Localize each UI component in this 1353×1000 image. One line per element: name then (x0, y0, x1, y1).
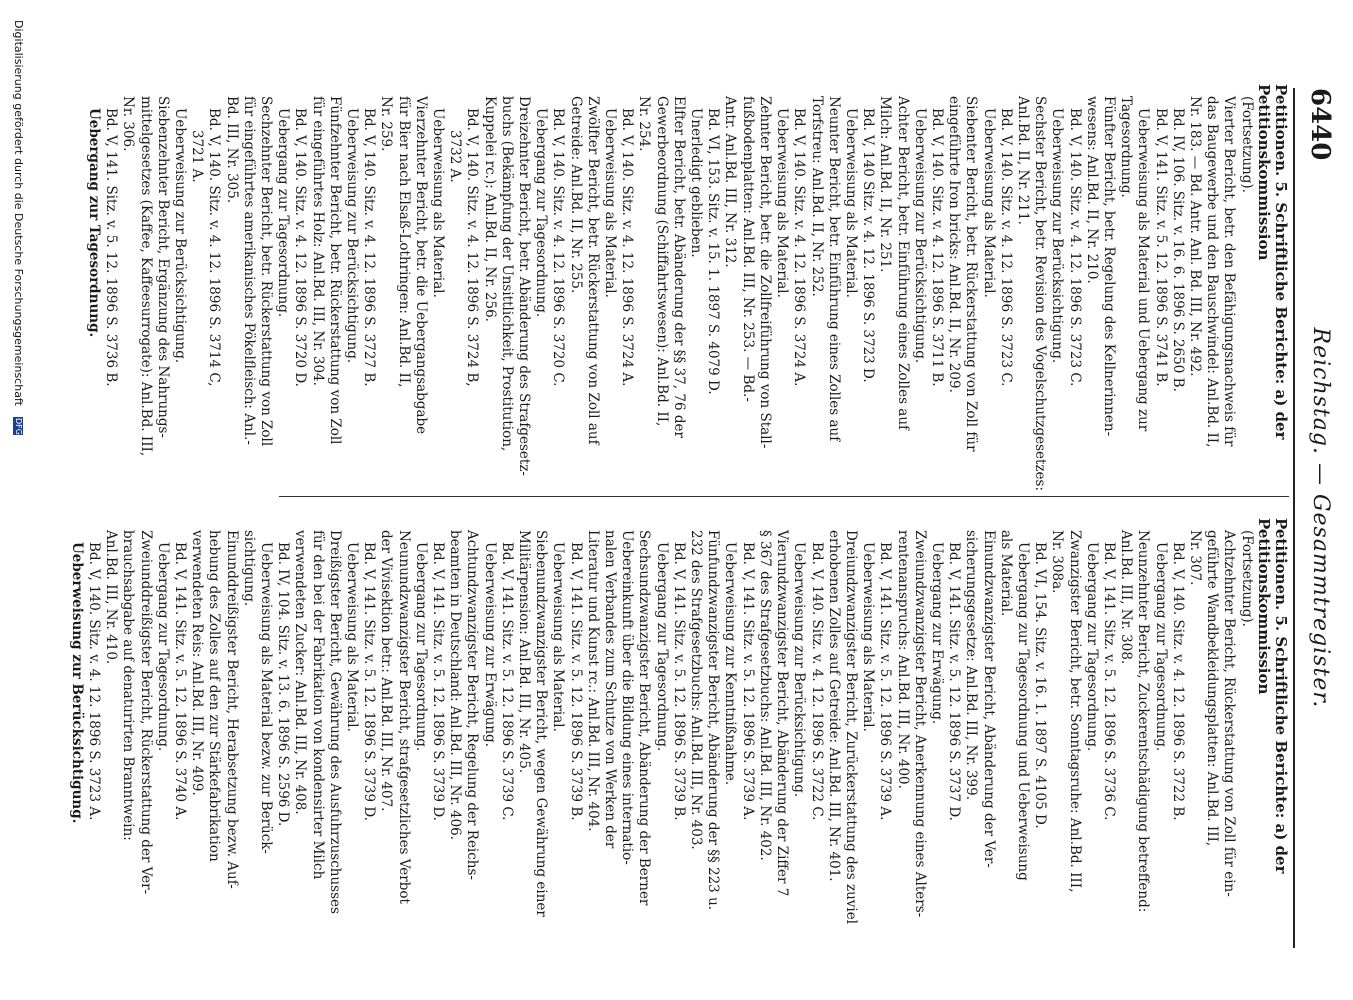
index-entry-line: 232 des Strafgesetzbuchs: Anl.Bd. III, Nr. 403. (688, 530, 705, 850)
index-entry-line: Sechster Bericht, betr. Revision des Vogelschutzgesetzes: (1032, 96, 1049, 491)
index-entry-line: Achtundzwanzigster Bericht, Regelung der Reichs- (464, 530, 481, 880)
index-entry-line: Bd. VI, 153. Sitz. v. 15. 1. 1897 S. 4079 D. (705, 108, 722, 395)
index-entry-line: Bd. V, 141. Sitz. v. 5. 12. 1896 S. 3736 C. (1100, 542, 1117, 821)
index-entry-line: Bd. V, 141. Sitz. v. 5. 12. 1896 S. 3739 A. (739, 542, 756, 821)
footer-text: Digitalisierung gefördert durch die Deutsche Forschungsgemeinschaft (12, 20, 25, 406)
index-entry-line: Ueberweisung zur Kenntnißnahme. (722, 542, 739, 786)
index-entry-line: Bd. V, 141. Sitz. v. 5. 12. 1896 S. 3739 D. (361, 542, 378, 821)
index-entry-line: für Bier nach Elsaß-Lothringen: Anl.Bd. II, (395, 96, 412, 388)
index-entry-line: rentenanspruchs: Anl.Bd. III, Nr. 400. (894, 530, 911, 789)
index-entry-line: Zweiundzwanzigster Bericht, Anerkennung eines Alters- (911, 530, 928, 918)
index-entry-line: Petitionen. 5. Schriftliche Berichte: a) der Petitionskommission (1254, 84, 1290, 440)
index-entry-line: Bd. V, 140. Sitz. v. 4. 12. 1896 S. 3720 D. (292, 108, 309, 387)
index-entry-line: Bd. V, 140. Sitz. v. 4. 12. 1896 S. 3714 C, (206, 108, 223, 387)
index-entry-line: Bd. V, 141. Sitz. v. 5. 12. 1896 S. 3736 B. (103, 108, 120, 387)
index-entry-line: beamten in Deutschland: Anl.Bd. III, Nr. 406. (447, 530, 464, 841)
column-right (68, 518, 1289, 928)
index-entry-line: Siebenzehnter Bericht, Ergänzung des Nahrungs- (154, 96, 171, 438)
index-entry-line: Militärpension: Anl.Bd. III, Nr. 405. (516, 530, 533, 774)
index-entry-line: Uebergang zur Tagesordnung. (275, 108, 292, 318)
index-entry-line: Torfstreu: Anl.Bd. II, Nr. 252. (808, 96, 825, 297)
index-entry-line: Bd. IV, 106. Sitz. v. 16. 6. 1896 S. 2650 B. (1169, 108, 1186, 392)
index-entry-line: Ueberweisung als Material. (344, 542, 361, 732)
index-entry-line: Nr. 308a. (1049, 530, 1066, 594)
index-entry-line: Ueberweisung zur Berücksichtigung. (344, 108, 361, 364)
index-entry-line: für eingeführtes Holz: Anl.Bd. III, Nr. 304. (309, 96, 326, 386)
index-entry-line: Bd. V, 140. Sitz. v. 4. 12. 1896 S. 3723 A. (85, 542, 102, 821)
index-entry-line: sichtigung. (240, 530, 257, 607)
index-entry-line: Ueberweisung als Material. (430, 108, 447, 298)
column-divider (279, 496, 1289, 497)
index-entry-line: Achter Bericht, betr. Einführung eines Zolles auf (894, 96, 911, 431)
index-entry-line: Nr. 259. (378, 96, 395, 152)
index-entry-line: Einundzwanzigster Bericht, Abänderung der Ver- (980, 530, 997, 868)
index-entry-line: Dreißigster Bericht, Gewährung des Ausfuhrzuschusses (326, 530, 343, 914)
index-entry-line: Bd. V, 141. Sitz. v. 5. 12. 1896 S. 3739 A. (877, 542, 894, 821)
index-entry-line: Zehnter Bericht, betr. die Zollfreiführung von Stall- (756, 96, 773, 449)
index-entry-line: als Material. (997, 530, 1014, 617)
index-entry-line: Fünfundzwanzigster Bericht, Abänderung der §§ 223 u. (705, 530, 722, 911)
index-entry-line: Zwanzigster Bericht, betr. Sonntagsruhe: Anl.Bd. III, (1066, 530, 1083, 893)
index-entry-line: Uebergang zur Tagesordnung. (653, 542, 670, 752)
index-entry-line: Zwölfter Bericht, betr. Rückerstattung von Zoll auf (584, 96, 601, 445)
index-entry-line: Bd. V, 141. Sitz. v. 5. 12. 1896 S. 3741 B. (1152, 108, 1169, 387)
index-entry-line: Anl.Bd. II, Nr. 211. (1014, 96, 1031, 225)
index-entry-line: Ueberweisung zur Berücksichtigung. (911, 108, 928, 364)
index-entry-line: Ueberweisung als Material. (774, 108, 791, 298)
index-entry-line: Neunter Bericht, betr. Einführung eines Zolles auf (825, 96, 842, 442)
index-entry-line: Bd. V, 140. Sitz. v. 4. 12. 1896 S. 3724 A. (791, 108, 808, 387)
index-entry-line: Ueberweisung als Material. (842, 108, 859, 298)
index-entry-line: Bd. V, 140. Sitz. v. 4. 12. 1896 S. 3724 B, (464, 108, 481, 387)
index-entry-line: Zweiunddreißigster Bericht, Rückerstattung der Ver- (137, 530, 154, 895)
index-entry-line: geführte Wandbekleidungsplatten: Anl.Bd. III, (1204, 530, 1221, 847)
index-entry-line: Bd. V, 140. Sitz. v. 4. 12. 1896 S. 3720 C. (550, 108, 567, 387)
index-entry-line: Vierter Bericht, betr. den Befähigungsnachweis für (1221, 96, 1238, 447)
index-entry-line: Bd. V, 141. Sitz. v. 5. 12. 1896 S. 3740 A. (172, 542, 188, 821)
index-entry-line: erhobenen Zolles auf Getreide: Anl.Bd. III, Nr. 401. (825, 530, 842, 882)
index-entry-line: Tagesordnung. (1118, 96, 1135, 198)
index-entry-line: Uebergang zur Tagesordnung. (85, 108, 102, 338)
index-entry-line: Gewerbeordnung (Schiffahrtswesen): Anl.Bd. II, (653, 96, 670, 427)
index-entry-line: eingeführte Iron bricks: Anl.Bd. II, Nr. 209. (946, 96, 963, 393)
index-entry-line: Elfter Bericht, betr. Abänderung der §§ 37, 76 der (670, 96, 687, 438)
index-entry-line: buchs (Bekämpfung der Unsittlichkeit, Prostitution, (498, 96, 515, 452)
index-entry-line: Ueberweisung zur Berücksichtigung. (1049, 108, 1066, 364)
index-entry-line: Bd. V, 140. Sitz. v. 4. 12. 1896 S. 3724 A. (619, 108, 636, 387)
index-entry-line: Uebergang zur Tagesordnung. (1152, 542, 1169, 752)
index-entry-line: Vierundzwanzigster Bericht, Abänderung der Ziffer 7 (774, 530, 791, 897)
index-entry-line: Uebergang zur Tagesordnung. (533, 108, 550, 318)
index-entry-line: Uebergang zur Tagesordnung und Ueberweisung (1014, 542, 1031, 881)
index-entry-line: Ueberweisung als Material. (860, 542, 877, 732)
page-header (1295, 88, 1335, 948)
index-entry-line: wesens: Anl.Bd. II, Nr. 210. (1083, 96, 1100, 284)
index-entry-line: Bd. V, 140. Sitz. v. 4. 12. 1896 S. 3722 B. (1169, 542, 1186, 821)
index-entry-line: Nr. 254. (636, 96, 653, 152)
index-entry-line: Uebereinkunft über die Bildung eines internatio- (619, 530, 636, 865)
index-entry-line: Anl.Bd. III, Nr. 410. (103, 530, 120, 665)
digitization-footer (12, 20, 25, 1000)
index-entry-line: Bd. V, 141. Sitz. v. 5. 12. 1896 S. 3737 D. (946, 542, 963, 821)
index-entry-line: der Vivisektion betr.: Anl.Bd. III, Nr. 407. (378, 530, 395, 812)
index-entry-line: Einunddreißigster Bericht, Herabsetzung bezw. Auf- (223, 530, 240, 889)
index-entry-line: Fünfter Bericht, betr. Regelung des Kellnerinnen- (1100, 96, 1117, 437)
index-entry-line: Uebergang zur Erwägung. (928, 542, 945, 725)
index-entry-line: Getreide: Anl.Bd. II, Nr. 255. (567, 96, 584, 294)
index-entry-line: Vierzehnter Bericht, betr. die Uebergangsabgabe (412, 96, 429, 435)
index-entry-line: Neunzehnter Bericht, Zuckerentschädigung betreffend: (1135, 530, 1152, 913)
index-entry-line: Nr. 306. (120, 96, 137, 152)
index-entry-line: Bd. VI, 154. Sitz. v. 16. 1. 1897 S. 4105 D. (1032, 542, 1049, 829)
index-entry-line: Bd. V, 140. Sitz. v. 4. 12. 1896 S. 3723 C. (997, 108, 1014, 387)
index-entry-line: (Fortsetzung). (1238, 530, 1255, 627)
index-entry-line: Uebergang zur Tagesordnung. (412, 542, 429, 752)
index-entry-line: Ueberweisung zur Berücksichtigung. (791, 542, 808, 798)
index-entry-line: Fünfzehnter Bericht, betr. Rückerstattung von Zoll (326, 96, 343, 445)
index-entry-line: Bd. V, 140. Sitz. v. 4. 12. 1896 S. 3727 B. (361, 108, 378, 387)
index-entry-line: Bd. V, 140. Sitz. v. 4. 12. 1896 S. 3723 C. (1066, 108, 1083, 387)
index-entry-line: Bd. V, 141. Sitz. v. 5. 12. 1896 S. 3739 B. (670, 542, 687, 821)
index-entry-line: Achtzehnter Bericht, Rückerstattung von Zoll für ein- (1221, 530, 1238, 897)
index-entry-line: verwendeten Reis: Anl.Bd. III, Nr. 409. (189, 530, 206, 796)
index-entry-line: Ueberweisung als Material. (550, 542, 567, 732)
index-entry-line: 3732 A. (447, 130, 464, 183)
index-entry-line: Dreiundzwanzigster Bericht, Zurückerstattung des zuviel (842, 530, 859, 925)
header-rule (1293, 88, 1295, 948)
index-entry-line: mittelgesetzes (Kaffee, Kaffeesurrogate): Anl.Bd. III, (137, 96, 154, 457)
dfg-logo: DFG (14, 417, 23, 435)
index-entry-line: 3721 A. (189, 130, 206, 183)
index-entry-line: für eingeführtes amerikanisches Pökelfleisch: Anl.- (240, 96, 257, 445)
index-entry-line: verwendeten Zucker: Anl.Bd. III, Nr. 408. (292, 530, 309, 815)
index-entry-line: für den bei der Fabrikation von kondensirter Milch (309, 530, 326, 880)
index-entry-line: § 367 des Strafgesetzbuchs: Anl.Bd. III, Nr. 402. (756, 530, 773, 861)
index-entry-line: Bd. V, 140. Sitz. v. 4. 12. 1896 S. 3722 C. (808, 542, 825, 821)
index-entry-line: Bd. III, Nr. 305. (223, 96, 240, 204)
index-entry-line: Literatur und Kunst rc.: Anl.Bd. III, Nr. 404. (584, 530, 601, 832)
index-entry-line: brauchsabgabe auf denaturirten Branntwein: (120, 530, 137, 841)
index-entry-line: Unerledigt geblieben. (688, 108, 705, 258)
index-entry-line: Anl.Bd. III, Nr. 308. (1118, 530, 1135, 665)
index-entry-line: Dreizehnter Bericht, betr. Abänderung des Strafgesetz- (516, 96, 533, 476)
index-entry-line: Bd. V, 141. Sitz. v. 5. 12. 1896 S. 3739 C. (498, 542, 515, 821)
index-entry-line: hebung des Zolles auf den zur Stärkefabrikation (206, 530, 223, 862)
index-entry-line: Ueberweisung zur Berücksichtigung. (172, 108, 188, 364)
index-entry-line: Bd. V, 140 Sitz. v. 4. 12. 1896 S. 3723 D. (860, 108, 877, 383)
index-entry-line: Bd. V, 141. Sitz. v. 5. 12. 1896 S. 3739 D. (430, 542, 447, 821)
index-entry-line: Ueberweisung als Material. (602, 108, 619, 298)
index-entry-line: Bd. V, 141. Sitz. v. 5. 12. 1896 S. 3739 B. (567, 542, 584, 821)
index-entry-line: Antr. Anl.Bd. III, Nr. 312. (722, 96, 739, 268)
index-entry-line: Ueberweisung als Material und Uebergang zur (1135, 108, 1152, 432)
index-entry-line: Nr. 183. — Bd. Antr. Anl. Bd. III, Nr. 492. (1186, 96, 1203, 377)
running-head: Reichstag. — Gesammtregister. (1308, 327, 1333, 709)
index-entry-line: Kuppelei rc.): Anl.Bd. II, Nr. 256. (481, 96, 498, 322)
index-entry-line: Ueberweisung zur Erwägung. (481, 542, 498, 747)
column-left (85, 84, 1289, 494)
index-entry-line: das Baugewerbe und den Bauschwindel: Anl.Bd. II, (1204, 96, 1221, 448)
index-entry-line: Siebenundzwanzigster Bericht, wegen Gewährung einer (533, 530, 550, 917)
index-entry-line: Uebergang zur Tagesordnung. (154, 542, 171, 752)
index-entry-line: Milch: Anl.Bd. II, Nr. 251. (877, 96, 894, 273)
index-entry-line: (Fortsetzung). (1238, 96, 1255, 193)
index-entry-line: Siebenter Bericht, betr. Rückerstattung von Zoll für (963, 96, 980, 452)
index-entry-line: Uebergang zur Tagesordnung. (1083, 542, 1100, 752)
index-entry-line: Petitionen. 5. Schriftliche Berichte: a) der Petitionskommission (1254, 518, 1290, 874)
index-entry-line: Bd. V, 140. Sitz. v. 4. 12. 1896 S. 3711 B. (928, 108, 945, 387)
index-entry-line: Ueberweisung als Material bezw. zur Berück- (258, 542, 275, 854)
index-entry-line: Ueberweisung zur Berücksichtigung. (68, 542, 85, 824)
page-number: 6440 (1305, 88, 1335, 161)
index-entry-line: Ueberweisung als Material. (980, 108, 997, 298)
index-entry-line: nalen Verbandes zum Schutze von Werken der (602, 530, 619, 849)
index-entry-line: sicherungsgesetze: Anl.Bd. III, Nr. 399. (963, 530, 980, 801)
index-entry-line: Sechsundzwanzigster Bericht, Abänderung der Berner (636, 530, 653, 906)
index-entry-line: fußbodenplatten: Anl.Bd. III, Nr. 253. — Bd.- (739, 96, 756, 402)
index-entry-line: Neunundzwanzigster Bericht, strafgesetzliches Verbot (395, 530, 412, 904)
index-entry-line: Sechzehnter Bericht, betr. Rückerstattung von Zoll (258, 96, 275, 447)
index-entry-line: Nr. 307. (1186, 530, 1203, 586)
index-entry-line: Bd. IV, 104. Sitz. v. 13. 6. 1896 S. 2596 D. (275, 542, 292, 827)
